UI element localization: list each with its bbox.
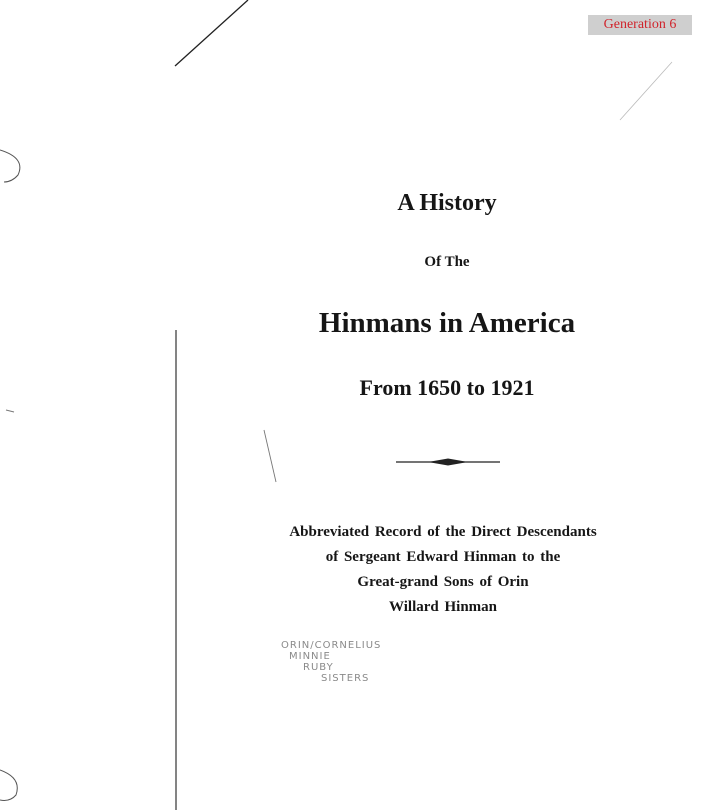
handwritten-line-2: MINNIE xyxy=(289,651,331,662)
subtitle-line-4: Willard Hinman xyxy=(389,599,497,615)
punch-hole-top xyxy=(0,150,20,182)
faint-stroke xyxy=(264,430,276,482)
edge-tick xyxy=(6,410,14,412)
handwritten-note xyxy=(281,640,431,684)
subtitle-line-2: of Sergeant Edward Hinman to the xyxy=(325,549,561,565)
diagonal-stroke xyxy=(175,0,248,66)
handwritten-line-3: RUBY xyxy=(303,662,334,673)
punch-hole-bottom xyxy=(0,770,17,800)
subtitle-line-1: Abbreviated Record of the Direct Descendants xyxy=(289,524,597,540)
handwritten-line-4: SISTERS xyxy=(321,673,370,684)
subtitle-line-3: Great-grand Sons of Orin xyxy=(357,574,529,590)
title-line-1: A History xyxy=(397,190,497,216)
title-line-3: Hinmans in America xyxy=(318,307,576,339)
ornament-divider xyxy=(396,456,500,468)
title-line-2: Of The xyxy=(424,254,470,270)
title-line-4: From 1650 to 1921 xyxy=(359,375,535,400)
faint-corner-stroke xyxy=(620,62,672,120)
handwritten-line-1: ORIN/CORNELIUS xyxy=(281,640,382,651)
generation-badge: Generation 6 xyxy=(588,15,692,35)
